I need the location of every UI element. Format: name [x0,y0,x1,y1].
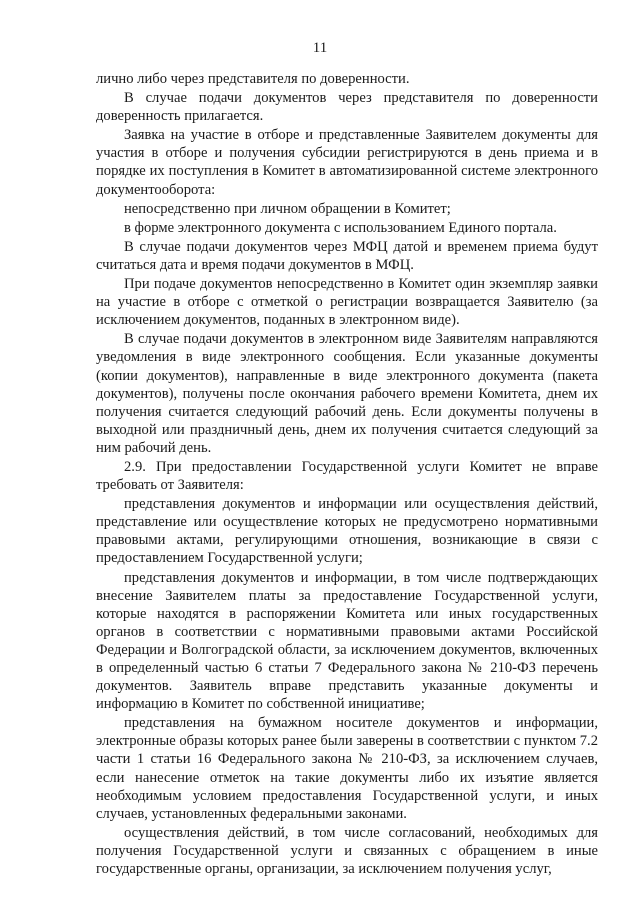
paragraph: осуществления действий, в том числе согласований, необходимых для получения Государственной услуги и связанных с обращением в иные государственные органы, организации, за исключением получения услуг, [96,824,598,878]
paragraph: При подаче документов непосредственно в Комитет один экземпляр заявки на участие в отборе с отметкой о регистрации возвращается Заявителю (за исключением документов, поданных в электронном виде). [96,276,598,329]
paragraph: лично либо через представителя по доверенности. [96,71,410,87]
paragraph: в форме электронного документа с использованием Единого портала. [124,219,557,236]
page-number: 11 [312,40,328,56]
paragraph: Заявка на участие в отборе и представленные Заявителем документы для участия в отборе и получения субсидии регистрируются в день приема и в порядке их поступления в Комитет в автоматизированной системе электронного документооборота: [96,127,598,198]
page-body [96,70,598,879]
paragraph: представления документов и информации или осуществления действий, представление или осуществление которых не предусмотрено нормативными правовыми актами, регулирующими отношения, возникающие в связи с предоставлением Государственной услуги; [96,496,598,567]
paragraph: В случае подачи документов в электронном виде Заявителям направляются уведомления в виде электронного сообщения. Если указанные документы (копии документов), направленные в виде электронного документа (пакета документов), получены после окончания рабочего времени Комитета, днем их получения считается следующий рабочий день. Если документы получены в выходной или праздничный день, днем их получения считается следующий за ним рабочий день. [96,331,598,456]
paragraph: представления на бумажном носителе документов и информации, электронные образы которых ранее были заверены в соответствии с пунктом 7.2 части 1 статьи 16 Федерального закона № 210-ФЗ, за исключением случаев, если нанесение отметок на такие документы либо их изъятие является необходимым условием предоставления Государственной услуги, и иных случаев, установленных федеральными законами. [96,715,598,822]
paragraph: В случае подачи документов через представителя по доверенности доверенность прилагается. [96,90,598,125]
paragraph: непосредственно при личном обращении в Комитет; [124,200,451,217]
paragraph: В случае подачи документов через МФЦ датой и временем приема будут считаться дата и время подачи документов в МФЦ. [96,238,598,273]
paragraph: 2.9. При предоставлении Государственной услуги Комитет не вправе требовать от Заявителя: [96,458,598,494]
paragraph: представления документов и информации, в том числе подтверждающих внесение Заявителем платы за предоставление Государственной услуги, которые находятся в распоряжении Комитета или иных государственных органов в соответствии с нормативными правовыми актами Российской Федерации и Волгоградской области, за исключением документов, включенных в определенный частью 6 статьи 7 Федерального закона № 210-ФЗ перечень документов. Заявитель вправе представить указанные документы и информацию в Комитет по собственной инициативе; [96,569,598,713]
